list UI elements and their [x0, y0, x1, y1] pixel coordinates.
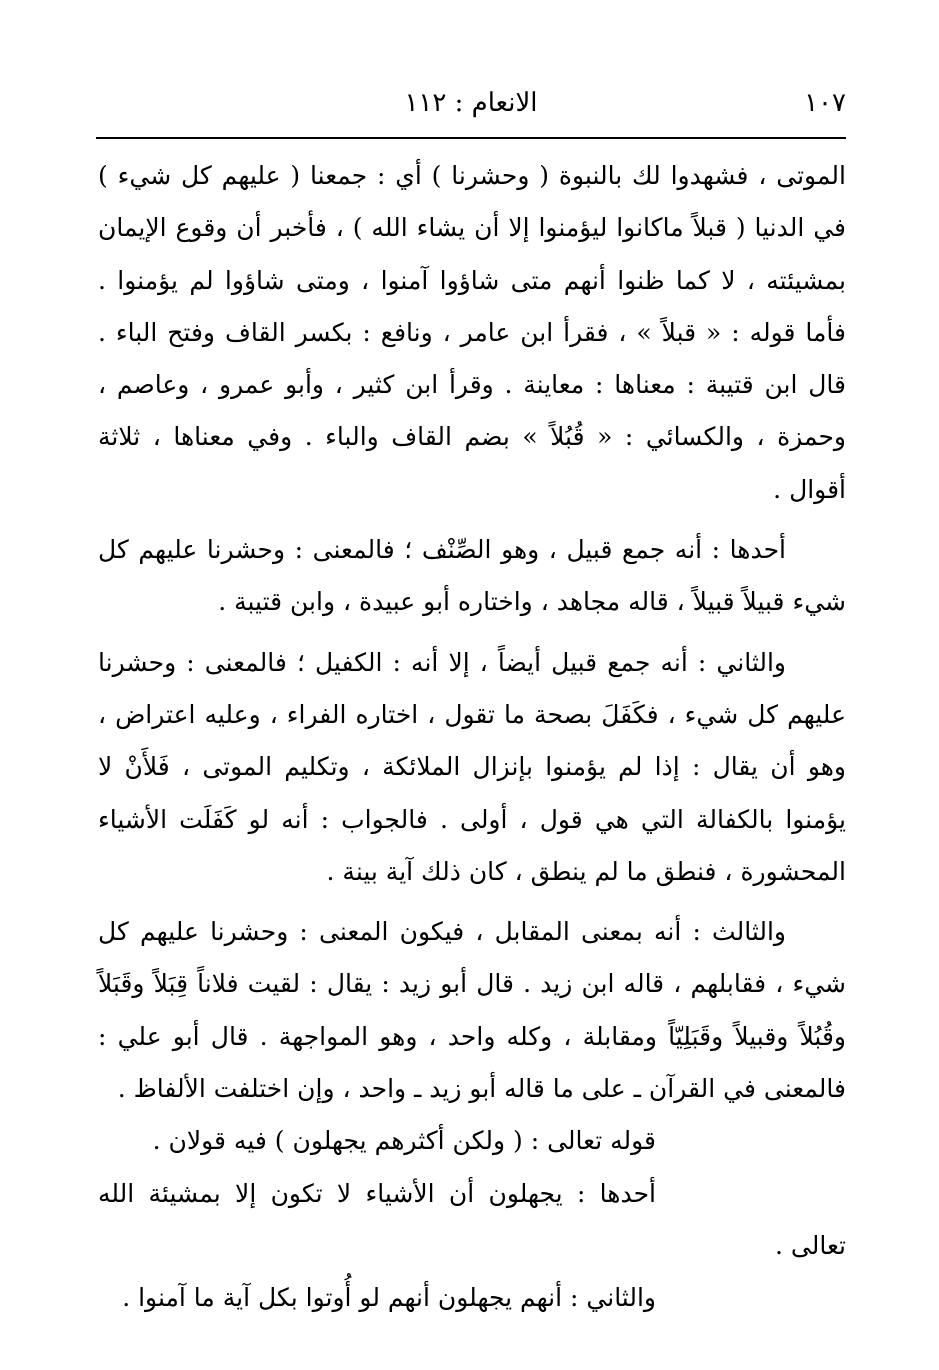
paragraph-5: قوله تعالى : ( ولكن أكثرهم يجهلون ) فيه قولان . — [152, 1126, 656, 1156]
paragraph-6: أحدها : يجهلون أن الأشياء لا تكون إلا بمشيئة الله تعالى . — [98, 1178, 846, 1260]
surah-verse-reference: الانعام : ١١٢ — [404, 88, 538, 118]
paragraph-1: الموتى ، فشهدوا لك بالنبوة ( وحشرنا ) أي : جمعنا ( عليهم كل شيء ) في الدنيا ( قبلاً ماكانوا ليؤمنوا إلا أن يشاء الله ) ، فأخبر أن وقوع الإيمان بمشيئته ، لا كما ظنوا أنهم متى شاؤوا آمنوا ، ومتى شاؤوا لم يؤمنوا . فأما قوله : « قبلاً » ، فقرأ ابن عامر ، ونافع : بكسر القاف وفتح الباء . قال ابن قتيبة : معناها : معاينة . وقرأ ابن كثير ، وأبو عمرو ، وعاصم ، وحمزة ، والكسائي : « قُبُلاً » بضم القاف والباء . وفي معناها ، ثلاثة أقوال . — [98, 161, 846, 504]
paragraph-4: والثالث : أنه بمعنى المقابل ، فيكون المعنى : وحشرنا عليهم كل شيء ، فقابلهم ، قاله ابن زيد . قال أبو زيد : يقال : لقيت فلاناً قِبَلاً وقَبَلاً وقُبُلاً وقبيلاً وقَبَلِيّاً ومقابلة ، وكله واحد ، وهو المواجهة . قال أبو علي : فالمعنى في القرآن ـ على ما قاله أبو زيد ـ واحد ، وإن اختلفت الألفاظ . — [98, 917, 846, 1104]
page-number: ١٠٧ — [804, 88, 846, 118]
commentary-text — [98, 150, 846, 1325]
paragraph-7: والثاني : أنهم يجهلون أنهم لو أُوتوا بكل آية ما آمنوا . — [122, 1283, 656, 1313]
paragraph-3: والثاني : أنه جمع قبيل أيضاً ، إلا أنه : الكفيل ؛ فالمعنى : وحشرنا عليهم كل شيء ، فكَفَلَ بصحة ما تقول ، اختاره الفراء ، وعليه اعتراض ، وهو أن يقال : إذا لم يؤمنوا بإنزال الملائكة ، وتكليم الموتى ، فَلأَنْ لا يؤمنوا بالكفالة التي هي قول ، أولى . فالجواب : أنه لو كَفَلَت الأشياء المحشورة ، فنطق ما لم ينطق ، كان ذلك آية بينة . — [98, 647, 846, 886]
header-divider — [96, 137, 846, 139]
paragraph-2: أحدها : أنه جمع قبيل ، وهو الصِّنْف ؛ فالمعنى : وحشرنا عليهم كل شيء قبيلاً قبيلاً ، قاله مجاهد ، واختاره أبو عبيدة ، وابن قتيبة . — [98, 535, 846, 617]
page-header — [96, 88, 846, 128]
